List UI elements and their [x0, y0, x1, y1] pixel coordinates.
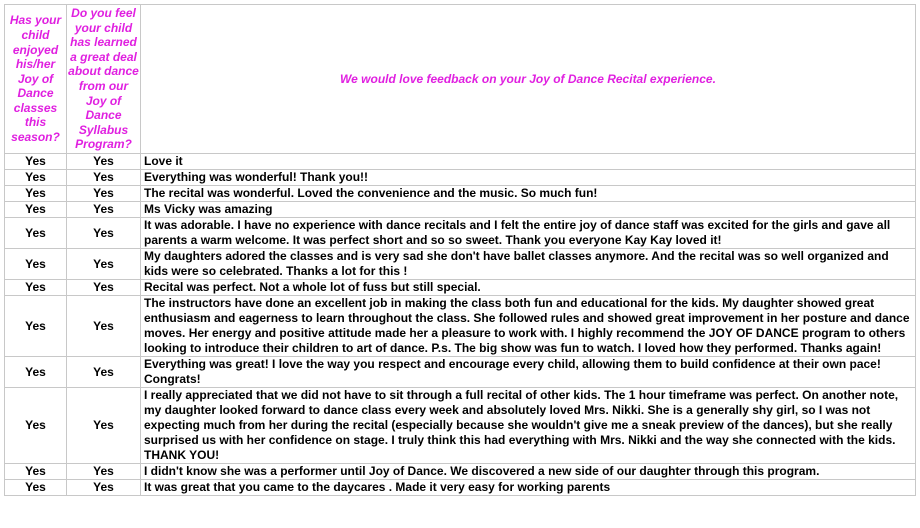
table-row [5, 480, 916, 496]
cell-enjoyed[interactable]: Yes [5, 186, 67, 202]
cell-enjoyed[interactable]: Yes [5, 357, 67, 388]
cell-enjoyed[interactable]: Yes [5, 296, 67, 357]
cell-enjoyed[interactable]: Yes [5, 202, 67, 218]
table-row [5, 170, 916, 186]
cell-learned[interactable]: Yes [67, 388, 141, 464]
table-row [5, 186, 916, 202]
cell-enjoyed[interactable]: Yes [5, 154, 67, 170]
cell-feedback[interactable]: It was great that you came to the daycares . Made it very easy for working parents [141, 480, 916, 496]
cell-feedback[interactable]: The recital was wonderful. Loved the convenience and the music. So much fun! [141, 186, 916, 202]
cell-learned[interactable]: Yes [67, 480, 141, 496]
table-row [5, 296, 916, 357]
cell-learned[interactable]: Yes [67, 218, 141, 249]
cell-feedback[interactable]: Love it [141, 154, 916, 170]
cell-enjoyed[interactable]: Yes [5, 249, 67, 280]
header-row [5, 5, 916, 154]
cell-learned[interactable]: Yes [67, 249, 141, 280]
header-learned[interactable]: Do you feel your child has learned a great deal about dance from our Joy of Dance Syllabus Program? [67, 5, 141, 154]
table-row [5, 464, 916, 480]
cell-feedback[interactable]: Recital was perfect. Not a whole lot of fuss but still special. [141, 280, 916, 296]
table-row [5, 249, 916, 280]
cell-learned[interactable]: Yes [67, 170, 141, 186]
cell-learned[interactable]: Yes [67, 280, 141, 296]
cell-feedback[interactable]: Everything was great! I love the way you respect and encourage every child, allowing them to build confidence at their own pace! Congrats! [141, 357, 916, 388]
feedback-spreadsheet [4, 4, 916, 496]
table-row [5, 280, 916, 296]
cell-feedback[interactable]: Everything was wonderful! Thank you!! [141, 170, 916, 186]
header-feedback[interactable]: We would love feedback on your Joy of Dance Recital experience. [141, 5, 916, 154]
table-row [5, 154, 916, 170]
response-rows [5, 154, 916, 496]
cell-enjoyed[interactable]: Yes [5, 170, 67, 186]
cell-feedback[interactable]: I didn't know she was a performer until Joy of Dance. We discovered a new side of our daughter through this program. [141, 464, 916, 480]
table-row [5, 357, 916, 388]
header-enjoyed[interactable]: Has your child enjoyed his/her Joy of Dance classes this season? [5, 5, 67, 154]
cell-enjoyed[interactable]: Yes [5, 218, 67, 249]
cell-feedback[interactable]: It was adorable. I have no experience with dance recitals and I felt the entire joy of dance staff was excited for the girls and gave all parents a warm welcome. It was perfect short and so so sweet. Thank you everyone Kay Kay loved it! [141, 218, 916, 249]
cell-learned[interactable]: Yes [67, 357, 141, 388]
cell-enjoyed[interactable]: Yes [5, 280, 67, 296]
cell-feedback[interactable]: Ms Vicky was amazing [141, 202, 916, 218]
table-row [5, 388, 916, 464]
cell-learned[interactable]: Yes [67, 154, 141, 170]
cell-learned[interactable]: Yes [67, 186, 141, 202]
cell-learned[interactable]: Yes [67, 202, 141, 218]
cell-learned[interactable]: Yes [67, 296, 141, 357]
cell-feedback[interactable]: My daughters adored the classes and is very sad she don't have ballet classes anymore. And the recital was so well organized and kids were so celebrated. Thanks a lot for this ! [141, 249, 916, 280]
cell-enjoyed[interactable]: Yes [5, 464, 67, 480]
table-row [5, 202, 916, 218]
cell-feedback[interactable]: The instructors have done an excellent job in making the class both fun and educational for the kids. My daughter showed great enthusiasm and eagerness to learn throughout the class. She followed rules and showed great improvement in her posture and dance moves. Her energy and positive attitude made her a pleasure to work with. I highly recommend the JOY OF DANCE program to others looking to introduce their children to art of dance. P.s. The big show was fun to watch. I loved how they performed. Thanks again! [141, 296, 916, 357]
table-row [5, 218, 916, 249]
cell-learned[interactable]: Yes [67, 464, 141, 480]
cell-feedback[interactable]: I really appreciated that we did not have to sit through a full recital of other kids. The 1 hour timeframe was perfect. On another note, my daughter looked forward to dance class every week and absolutely loved Mrs. Nikki. She is a generally shy girl, so I was not expecting much from her during the recital (especially because she wouldn't give me a sneak preview of the dances), but she really surprised us with her confidence on stage. I truly think this had everything with Mrs. Nikki and the way she connected with the kids. THANK YOU! [141, 388, 916, 464]
cell-enjoyed[interactable]: Yes [5, 388, 67, 464]
cell-enjoyed[interactable]: Yes [5, 480, 67, 496]
